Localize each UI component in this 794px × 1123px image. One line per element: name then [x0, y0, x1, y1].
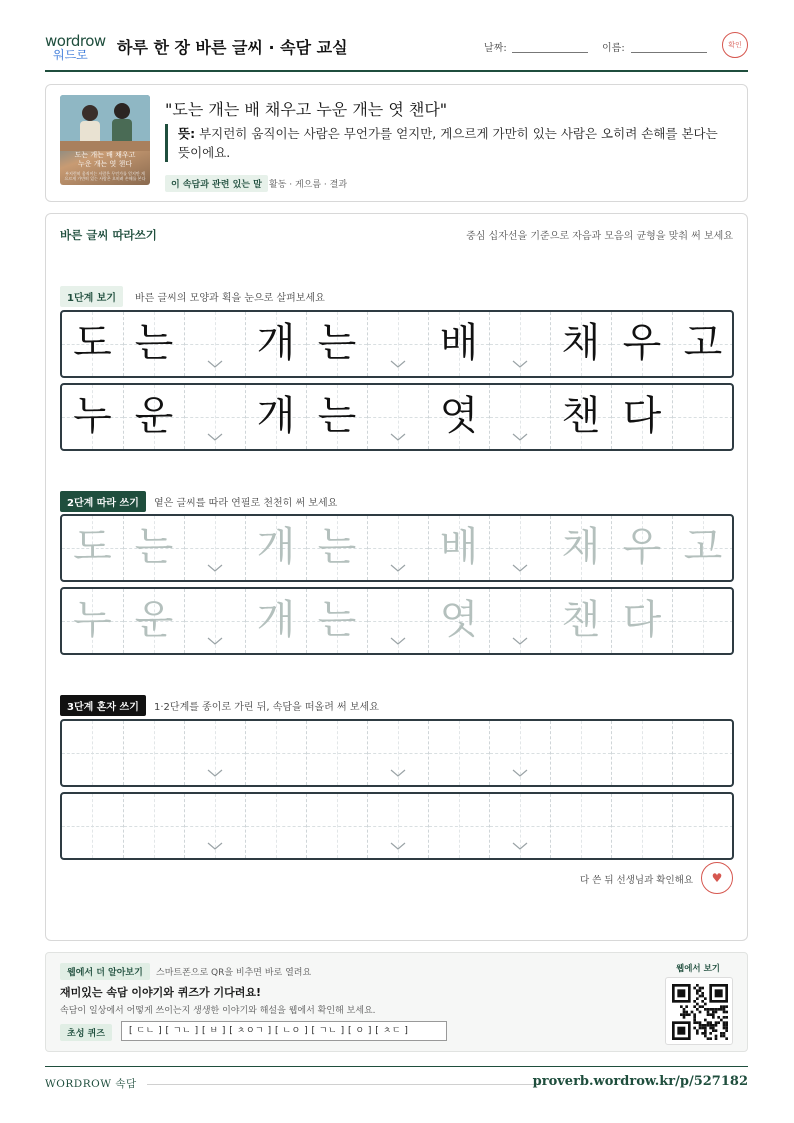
grid-glyph: 도 [73, 524, 112, 570]
grid-glyph: 개 [256, 393, 296, 439]
grid-glyph: 챈 [561, 597, 601, 643]
footer-divider [147, 1084, 541, 1085]
grid-cell[interactable] [184, 721, 245, 785]
grid-cell [62, 312, 123, 376]
grid-cell[interactable] [245, 794, 306, 858]
grid-cell[interactable] [428, 589, 489, 653]
space-mark-icon [207, 564, 223, 572]
footer-url[interactable]: proverb.wordrow.kr/p/527182 [532, 1074, 748, 1089]
grid-cell[interactable] [550, 794, 611, 858]
space-mark-icon [207, 637, 223, 645]
grid-cell[interactable] [123, 794, 184, 858]
grid-glyph: 도 [73, 320, 112, 366]
grid-glyph: 운 [134, 393, 174, 439]
grid-cell[interactable] [306, 721, 367, 785]
space-mark-icon [207, 769, 223, 777]
grid-cell[interactable] [367, 721, 428, 785]
grid-glyph: 엿 [439, 597, 479, 643]
space-mark-icon [512, 769, 528, 777]
space-mark-icon [512, 637, 528, 645]
grid-cell[interactable] [611, 721, 672, 785]
grid-cell[interactable] [184, 794, 245, 858]
logo-korean: 워드로 [53, 48, 88, 62]
meaning-block [165, 124, 731, 162]
grid-glyph: 는 [317, 393, 357, 439]
space-mark-icon [512, 433, 528, 441]
web-tag: 웹에서 더 알아보기 [60, 963, 150, 980]
logo-wordmark: wordrow [45, 32, 106, 50]
step1-tag: 1단계 보기 [60, 286, 123, 307]
web-hint: 스마트폰으로 QR을 비추면 바로 열려요 [156, 968, 312, 978]
related-words: 활동 · 게으름 · 결과 [269, 180, 348, 190]
grid-cell[interactable] [672, 721, 733, 785]
meaning-label: 뜻: [178, 126, 196, 141]
grid-cell[interactable] [550, 721, 611, 785]
grid-cell[interactable] [489, 794, 550, 858]
grid-cell [489, 385, 550, 449]
illustration-title-line2: 누운 개는 엿 챈다 [77, 160, 132, 168]
grid-cell[interactable] [62, 794, 123, 858]
grid-cell [672, 312, 733, 376]
practice-title: 바른 글씨 따라쓰기 [60, 228, 157, 242]
grid-glyph: 우 [622, 320, 662, 366]
grid-glyph: 엿 [439, 393, 479, 439]
space-mark-icon [512, 564, 528, 572]
name-label: 이름: [602, 43, 625, 54]
heart-stamp-icon: ♥ [701, 862, 733, 894]
illustration-title [60, 151, 150, 169]
grid-cell [184, 312, 245, 376]
grid-cell[interactable] [62, 721, 123, 785]
grid-glyph: 고 [683, 524, 723, 570]
grid-cell[interactable] [245, 721, 306, 785]
qr-code-icon [672, 984, 728, 1040]
grid-cell[interactable] [611, 589, 672, 653]
grid-glyph: 개 [256, 524, 296, 570]
step3-tag: 3단계 혼자 쓰기 [60, 695, 146, 716]
step3-row1[interactable] [60, 719, 734, 787]
grid-cell [367, 312, 428, 376]
grid-glyph: 배 [439, 320, 479, 366]
grid-cell[interactable] [367, 516, 428, 580]
step2-desc: 옅은 글씨를 따라 연필로 천천히 써 보세요 [154, 498, 338, 509]
grid-cell[interactable] [306, 589, 367, 653]
page-header [45, 30, 748, 72]
grid-cell[interactable] [489, 516, 550, 580]
initial-consonant-quiz: [ ㄷㄴ ] [ ㄱㄴ ] [ ㅂ ] [ ㅊㅇㄱ ] [ ㄴㅇ ] [ ㄱㄴ ] [ ㅇ ] [ ㅊㄷ ] [121, 1021, 447, 1041]
step2-row2[interactable] [60, 587, 734, 655]
grid-cell [489, 312, 550, 376]
footer-brand: WORDROW 속담 [45, 1078, 137, 1090]
space-mark-icon [207, 360, 223, 368]
qr-code[interactable] [665, 977, 733, 1045]
practice-note: 중심 십자선을 기준으로 자음과 모음의 균형을 맞춰 써 보세요 [466, 231, 733, 242]
grid-glyph: 챈 [561, 393, 601, 439]
space-mark-icon [207, 842, 223, 850]
grid-glyph: 다 [622, 597, 662, 643]
page-title: 하루 한 장 바른 글씨 · 속담 교실 [117, 38, 348, 57]
step1-desc: 바른 글씨의 모양과 획을 눈으로 살펴보세요 [135, 293, 325, 304]
grid-glyph: 배 [439, 524, 479, 570]
grid-cell[interactable] [428, 516, 489, 580]
step3-desc: 1·2단계를 종이로 가린 뒤, 속담을 떠올려 써 보세요 [154, 702, 379, 713]
web-headline: 재미있는 속담 이야기와 퀴즈가 기다려요! [60, 986, 261, 999]
illustration-figures-icon [60, 95, 150, 151]
grid-cell[interactable] [123, 516, 184, 580]
grid-cell [306, 312, 367, 376]
grid-cell [62, 385, 123, 449]
step3-row2[interactable] [60, 792, 734, 860]
space-mark-icon [512, 842, 528, 850]
space-mark-icon [390, 360, 406, 368]
grid-cell[interactable] [306, 794, 367, 858]
grid-cell[interactable] [672, 516, 733, 580]
space-mark-icon [512, 360, 528, 368]
wordrow-logo [45, 32, 107, 62]
grid-glyph: 는 [317, 320, 357, 366]
grid-cell[interactable] [62, 589, 123, 653]
date-field[interactable] [512, 52, 588, 53]
grid-cell[interactable] [428, 721, 489, 785]
grid-cell[interactable] [550, 589, 611, 653]
grid-cell [428, 312, 489, 376]
space-mark-icon [390, 769, 406, 777]
grid-glyph: 운 [134, 597, 174, 643]
grid-cell [672, 385, 733, 449]
date-label: 날짜: [484, 43, 507, 54]
grid-cell [611, 312, 672, 376]
grid-cell [367, 385, 428, 449]
grid-cell[interactable] [428, 794, 489, 858]
quiz-tag: 초성 퀴즈 [60, 1024, 112, 1041]
name-field[interactable] [631, 52, 707, 53]
grid-cell[interactable] [184, 589, 245, 653]
grid-glyph: 는 [317, 597, 357, 643]
grid-glyph: 개 [256, 597, 296, 643]
grid-cell [184, 385, 245, 449]
grid-cell[interactable] [123, 721, 184, 785]
step2-tag: 2단계 따라 쓰기 [60, 491, 146, 512]
proverb-text: "도는 개는 배 채우고 누운 개는 엿 챈다" [165, 100, 448, 119]
grid-glyph: 누 [73, 393, 112, 439]
grid-cell[interactable] [184, 516, 245, 580]
check-note: 다 쓴 뒤 선생님과 확인해요 [579, 875, 693, 886]
step1-row1 [60, 310, 734, 378]
web-subtext: 속담이 일상에서 어떻게 쓰이는지 생생한 이야기와 해설을 웹에서 확인해 보세요. [60, 1006, 376, 1016]
grid-glyph: 고 [683, 320, 723, 366]
meaning-text: 부지런히 움직이는 사람은 무언가를 얻지만, 게으르게 가만히 있는 사람은 오히려 손해를 본다는 뜻이에요. [178, 126, 718, 160]
grid-cell[interactable] [62, 516, 123, 580]
grid-glyph: 개 [256, 320, 296, 366]
grid-glyph: 채 [561, 524, 601, 570]
illustration-title-line1: 도는 개는 배 채우고 [74, 151, 136, 159]
grid-cell[interactable] [611, 794, 672, 858]
page-footer [45, 1066, 748, 1096]
grid-cell[interactable] [306, 516, 367, 580]
grid-cell[interactable] [611, 516, 672, 580]
space-mark-icon [390, 433, 406, 441]
grid-glyph: 는 [134, 320, 174, 366]
grid-cell [611, 385, 672, 449]
grid-glyph: 는 [317, 524, 357, 570]
grid-cell[interactable] [245, 589, 306, 653]
grid-cell[interactable] [489, 589, 550, 653]
space-mark-icon [390, 637, 406, 645]
proverb-card [45, 84, 748, 202]
grid-cell [245, 385, 306, 449]
grid-cell [245, 312, 306, 376]
space-mark-icon [390, 842, 406, 850]
grid-glyph: 다 [622, 393, 662, 439]
grid-cell[interactable] [367, 794, 428, 858]
proverb-illustration [60, 95, 150, 185]
grid-cell [123, 385, 184, 449]
grid-cell[interactable] [489, 721, 550, 785]
step2-row1[interactable] [60, 514, 734, 582]
grid-cell[interactable] [672, 589, 733, 653]
confirm-stamp-icon [722, 32, 748, 58]
grid-glyph: 는 [134, 524, 174, 570]
qr-label: 웹에서 보기 [675, 964, 720, 974]
step1-row2 [60, 383, 734, 451]
grid-cell[interactable] [367, 589, 428, 653]
grid-cell [428, 385, 489, 449]
related-tag: 이 속담과 관련 있는 말 [165, 175, 268, 192]
grid-cell[interactable] [672, 794, 733, 858]
grid-cell [550, 385, 611, 449]
space-mark-icon [207, 433, 223, 441]
grid-cell[interactable] [245, 516, 306, 580]
grid-cell[interactable] [550, 516, 611, 580]
grid-cell [550, 312, 611, 376]
grid-cell [306, 385, 367, 449]
grid-cell [123, 312, 184, 376]
stamp-text: 확인 [728, 41, 742, 49]
practice-section [45, 213, 748, 941]
grid-glyph: 우 [622, 524, 662, 570]
illustration-caption: 부지런히 움직이는 사람은 무언가를 얻지만 게으르게 가만히 있는 사람은 오히려 손해를 본다 [64, 171, 146, 181]
grid-glyph: 채 [561, 320, 601, 366]
web-promo-box [45, 952, 748, 1052]
grid-glyph: 누 [73, 597, 112, 643]
space-mark-icon [390, 564, 406, 572]
grid-cell[interactable] [123, 589, 184, 653]
